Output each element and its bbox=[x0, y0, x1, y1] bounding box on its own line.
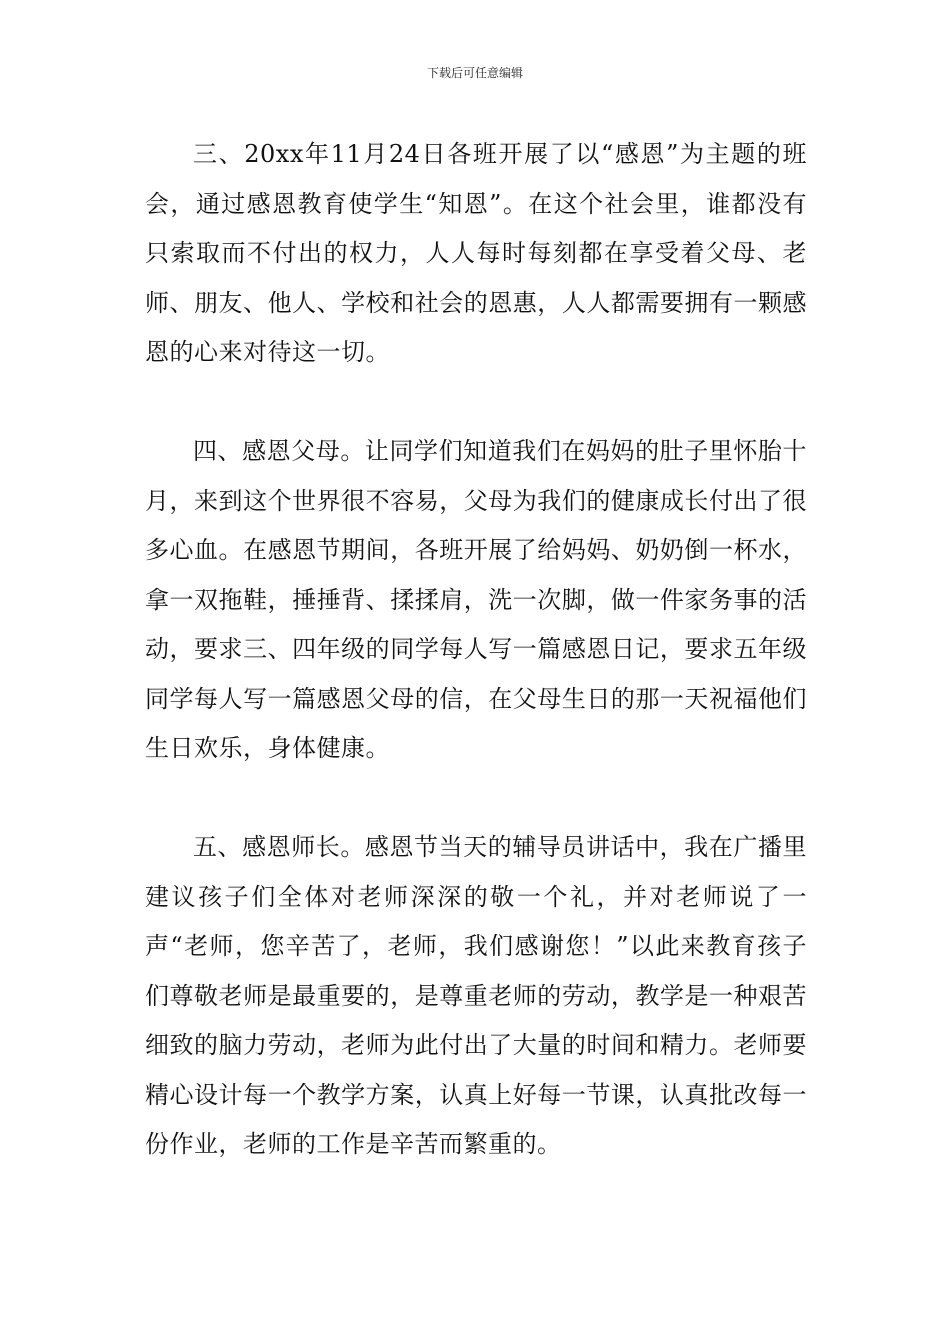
paragraph-gratitude-class-meeting: 三、20xx年11月24日各班开展了以“感恩”为主题的班会，通过感恩教育使学生“知恩”。在这个社会里，谁都没有只索取而不付出的权力，人人每时每刻都在享受着父母、老师、朋友、他人、学校和社会的恩惠，人人都需要拥有一颗感恩的心来对待这一切。 bbox=[145, 140, 807, 366]
paragraph-gratitude-parents: 四、感恩父母。让同学们知道我们在妈妈的肚子里怀胎十月，来到这个世界很不容易，父母为我们的健康成长付出了很多心血。在感恩节期间，各班开展了给妈妈、奶奶倒一杯水，拿一双拖鞋，捶捶背、揉揉肩，洗一次脚，做一件家务事的活动，要求三、四年级的同学每人写一篇感恩日记，要求五年级同学每人写一篇感恩父母的信，在父母生日的那一天祝福他们生日欢乐，身体健康。 bbox=[145, 437, 807, 762]
document-body bbox=[145, 130, 807, 1170]
paragraph-gratitude-teachers: 五、感恩师长。感恩节当天的辅导员讲话中，我在广播里建议孩子们全体对老师深深的敬一个礼，并对老师说了一声“老师，您辛苦了，老师，我们感谢您！”以此来教育孩子们尊敬老师是最重要的，是尊重老师的劳动，教学是一种艰苦细致的脑力劳动，老师为此付出了大量的时间和精力。老师要精心设计每一个教学方案，认真上好每一节课，认真批改每一份作业，老师的工作是辛苦而繁重的。 bbox=[145, 833, 807, 1158]
header-note: 下载后可任意编辑 bbox=[426, 66, 523, 80]
